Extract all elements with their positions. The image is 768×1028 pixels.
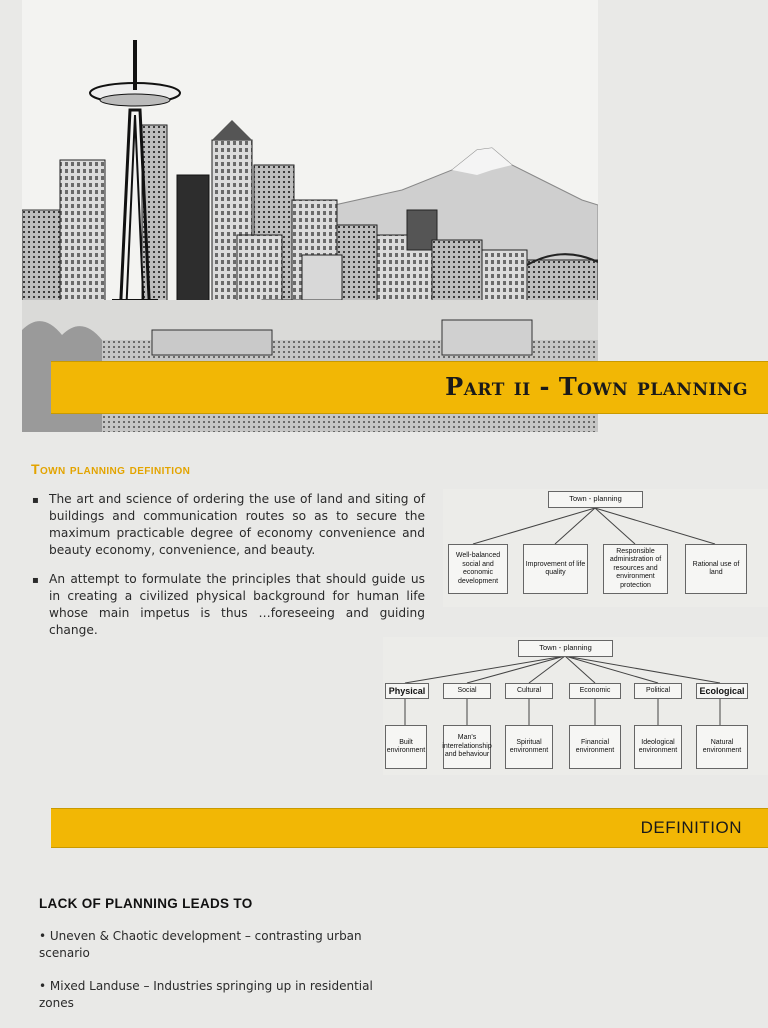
- diagram-root-node: Town - planning: [518, 640, 613, 657]
- title-banner: [51, 361, 768, 414]
- bullet-icon: ▪: [32, 495, 39, 506]
- diagram-environment-node: Built environment: [385, 725, 427, 769]
- diagram-category-node: Political: [634, 683, 682, 699]
- definition-bullet-list: [31, 491, 425, 651]
- bullet-text: The art and science of ordering the use of land and siting of buildings and communication routes so as to secure the maximum practicable degree of economy convenience and beauty economy, convenience, and beauty.: [49, 492, 425, 557]
- diagram-environment-node: Financial environment: [569, 725, 621, 769]
- diagram-environment-node: Ideological environment: [634, 725, 682, 769]
- diagram-category-node: Economic: [569, 683, 621, 699]
- lack-of-planning-heading: LACK OF PLANNING LEADS TO: [39, 896, 253, 911]
- diagram-node: Rational use of land: [685, 544, 747, 594]
- diagram-root-node: Town - planning: [548, 491, 643, 508]
- definition-banner-text: DEFINITION: [640, 818, 742, 837]
- lack-of-planning-list: [39, 928, 399, 1028]
- diagram-environment-node: Natural environment: [696, 725, 748, 769]
- page-title: Part ii - Town planning: [445, 372, 748, 401]
- definition-heading: Town planning definition: [31, 461, 191, 477]
- list-item: [31, 571, 425, 639]
- list-item: • Mixed Landuse – Industries springing up in residential zones: [39, 979, 373, 1010]
- list-item: [31, 491, 425, 559]
- diagram-environment-node: Spiritual environment: [505, 725, 553, 769]
- town-planning-goals-diagram: [443, 489, 768, 607]
- diagram-category-node: Ecological: [696, 683, 748, 699]
- town-planning-aspects-diagram: [383, 637, 768, 775]
- diagram-environment-node: Man's interrelationship and behaviour: [443, 725, 491, 769]
- definition-banner: [51, 808, 768, 848]
- list-item: • Uneven & Chaotic development – contrasting urban scenario: [39, 929, 362, 960]
- diagram-category-node: Social: [443, 683, 491, 699]
- bullet-icon: ▪: [32, 575, 39, 586]
- diagram-category-node: Physical: [385, 683, 429, 699]
- diagram-node: Improvement of life quality: [523, 544, 588, 594]
- diagram-category-node: Cultural: [505, 683, 553, 699]
- diagram-node: Responsible administration of resources and environment protection: [603, 544, 668, 594]
- bullet-text: An attempt to formulate the principles that should guide us in creating a civilized physical background for human life whose main impetus is thus …foreseeing and guiding change.: [49, 572, 425, 637]
- diagram-node: Well-balanced social and economic development: [448, 544, 508, 594]
